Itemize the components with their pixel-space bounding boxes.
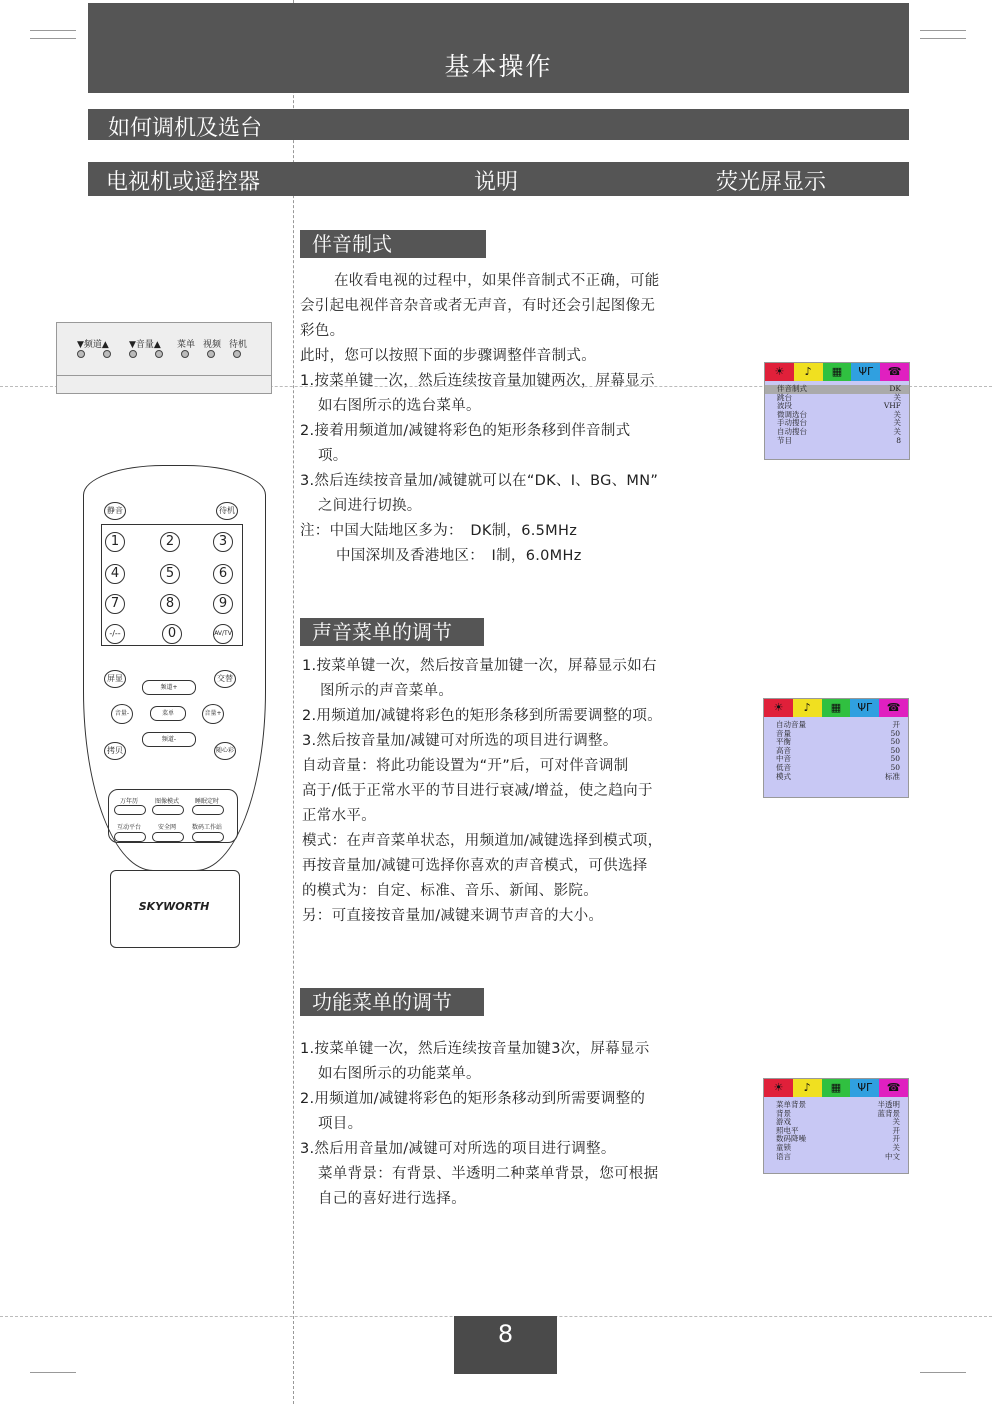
- text-line: 模式：在声音菜单状态，用频道加/减键选择到模式项，: [302, 833, 663, 849]
- func-label: 互动平台: [116, 824, 141, 831]
- display-button[interactable]: 屏显: [104, 670, 126, 688]
- osd-row: 手动搜台 关: [777, 418, 901, 428]
- func-label: 睡眠定时: [194, 798, 219, 805]
- alarm-icon: ☎: [879, 1079, 908, 1097]
- volume-up-button[interactable]: 音量+: [202, 704, 224, 724]
- section-title: 如何调机及选台: [108, 116, 263, 141]
- panel-button[interactable]: [207, 350, 215, 358]
- alarm-icon: ☎: [879, 699, 908, 717]
- security-button[interactable]: [152, 832, 184, 842]
- num-6-button[interactable]: 6: [213, 564, 233, 584]
- picture-icon: ☀: [764, 1079, 793, 1097]
- text-line: 1.按菜单键一次，然后连续按音量加键两次，屏幕显示: [300, 373, 655, 389]
- block1-heading: 伴音制式: [300, 230, 486, 258]
- picture-icon: ☀: [765, 363, 794, 381]
- osd-row: 背景 蓝背景: [776, 1108, 900, 1118]
- panel-label: 菜单: [177, 340, 196, 350]
- avtv-button[interactable]: AV/TV: [213, 624, 233, 644]
- osd-icon-bar: [764, 699, 908, 717]
- panel-label: 视频: [203, 340, 222, 350]
- sound-icon: ♪: [793, 699, 822, 717]
- osd-row: 模式 标准: [776, 771, 900, 781]
- osd-icon-bar: [765, 363, 909, 381]
- text-line: 菜单背景：有背景、半透明二种菜单背景，您可根据: [318, 1166, 659, 1182]
- text-line: 高于/低于正常水平的节目进行衰减/增益，使之趋向于: [302, 783, 653, 799]
- sound-icon: ♪: [794, 363, 823, 381]
- copy-button[interactable]: 拷贝: [104, 742, 126, 760]
- osd-row: 菜单背景 半透明: [776, 1100, 900, 1109]
- channel-icon: ▦: [822, 1079, 851, 1097]
- panel-label: ▼频道▲: [77, 340, 109, 350]
- num-1-button[interactable]: 1: [105, 532, 125, 552]
- page-title-bar: [88, 3, 909, 93]
- crop-mark: [920, 38, 966, 39]
- page-number: 8: [454, 1316, 557, 1374]
- calendar-button[interactable]: [114, 805, 146, 815]
- panel-button[interactable]: [181, 350, 189, 358]
- block2-text: [302, 654, 732, 929]
- tv-front-panel: [56, 322, 272, 394]
- alarm-icon: ☎: [880, 363, 909, 381]
- osd-row: 高音 50: [776, 745, 900, 755]
- channel-down-button[interactable]: 频道-: [142, 732, 196, 747]
- channel-icon: ▦: [823, 363, 852, 381]
- func-label: 图像模式: [154, 798, 179, 805]
- text-line: 之间进行切换。: [318, 498, 422, 514]
- text-line: 再按音量加/减键可选择你喜欢的声音模式，可供选择: [302, 858, 648, 874]
- text-line: 项目。: [318, 1116, 363, 1132]
- section-bar: [88, 109, 909, 140]
- panel-label: ▼音量▲: [129, 340, 161, 350]
- remote-control: [83, 465, 266, 913]
- num-9-button[interactable]: 9: [213, 594, 233, 614]
- text-line: 3.然后用音量加/减键可对所选的项目进行调整。: [300, 1141, 616, 1157]
- osd-channel-menu: [764, 362, 910, 460]
- func-label: 万年历: [119, 798, 138, 805]
- sound-icon: ♪: [793, 1079, 822, 1097]
- function-icon: ΨΓ: [850, 1079, 879, 1097]
- crop-mark: [920, 1372, 966, 1373]
- osd-icon-bar: [764, 1079, 908, 1097]
- text-line: 图所示的声音菜单。: [320, 683, 454, 699]
- panel-button[interactable]: [233, 350, 241, 358]
- text-line: 另：可直接按音量加/减键来调节声音的大小。: [302, 908, 604, 924]
- panel-button[interactable]: [77, 350, 85, 358]
- column-middle: 说明: [474, 170, 519, 195]
- page-title: 基本操作: [444, 52, 553, 81]
- block2-heading: 声音菜单的调节: [300, 618, 484, 646]
- num-7-button[interactable]: 7: [105, 594, 125, 614]
- brand-logo: SKYWORTH: [138, 900, 210, 913]
- num-3-button[interactable]: 3: [213, 532, 233, 552]
- block1-text: [300, 269, 724, 569]
- func-label: 安全网: [157, 824, 176, 831]
- text-line: 自己的喜好进行选择。: [318, 1191, 466, 1207]
- panel-button[interactable]: [129, 350, 137, 358]
- text-line: 正常水平。: [302, 808, 376, 824]
- osd-row: 低音 50: [776, 762, 900, 772]
- block3-text: [300, 1037, 724, 1212]
- osd-row: 平衡 50: [776, 737, 900, 747]
- column-header-bar: [88, 162, 909, 196]
- osd-row: 伴音制式 DK: [765, 385, 909, 394]
- osd-row: 语言 中文: [776, 1151, 900, 1161]
- text-line: 3.然后连续按音量加/减键就可以在“DK、I、BG、MN”: [300, 473, 659, 489]
- swap-button[interactable]: 交替: [214, 670, 236, 688]
- num-0-button[interactable]: 0: [162, 624, 182, 644]
- osd-row: 微调选台 关: [777, 409, 901, 419]
- color-button[interactable]: 随心彩: [214, 742, 236, 760]
- num-5-button[interactable]: 5: [160, 564, 180, 584]
- text-line: 的模式为：自定、标准、音乐、新闻、影院。: [302, 883, 598, 899]
- text-line: 如右图所示的功能菜单。: [318, 1066, 481, 1082]
- text-line: 注：中国大陆地区多为： DK制，6.5MHz: [300, 523, 578, 539]
- text-line: 1.按菜单键一次，然后按音量加键一次，屏幕显示如右: [302, 658, 657, 674]
- channel-icon: ▦: [822, 699, 851, 717]
- panel-label: 待机: [229, 340, 248, 350]
- osd-row: 中音 50: [776, 754, 900, 764]
- text-line: 彩色。: [300, 323, 345, 339]
- guide-line: [293, 0, 294, 1404]
- osd-row: 童锁 关: [776, 1142, 900, 1152]
- crop-mark: [920, 30, 966, 31]
- interactive-button[interactable]: [114, 832, 146, 842]
- function-icon: ΨΓ: [851, 363, 880, 381]
- standby-button[interactable]: 待机: [216, 502, 238, 520]
- osd-function-menu: [763, 1078, 909, 1174]
- digital-station-button[interactable]: [192, 832, 224, 842]
- dash-button[interactable]: -/--: [105, 624, 125, 644]
- text-line: 在收看电视的过程中，如果伴音制式不正确，可能: [334, 273, 660, 289]
- channel-up-button[interactable]: 频道+: [142, 680, 196, 695]
- osd-row: 波段 VHF: [777, 401, 901, 411]
- num-2-button[interactable]: 2: [160, 532, 180, 552]
- panel-button[interactable]: [103, 350, 111, 358]
- text-line: 2.用频道加/减键将彩色的矩形条移动到所需要调整的: [300, 1091, 646, 1107]
- num-8-button[interactable]: 8: [160, 594, 180, 614]
- block3-heading: 功能菜单的调节: [300, 988, 484, 1016]
- sleep-timer-button[interactable]: [192, 805, 224, 815]
- picture-mode-button[interactable]: [152, 805, 184, 815]
- text-line: 自动音量：将此功能设置为“开”后，可对伴音调制: [302, 758, 629, 774]
- osd-row: 节目 8: [777, 435, 901, 445]
- osd-row: 数码降噪 开: [776, 1134, 900, 1144]
- crop-mark: [30, 38, 76, 39]
- osd-row: 跳台 关: [777, 392, 901, 402]
- osd-row: 自动搜台 关: [777, 426, 901, 436]
- text-line: 2.用频道加/减键将彩色的矩形条移到所需要调整的项。: [302, 708, 663, 724]
- crop-mark: [30, 1372, 76, 1373]
- column-right: 荧光屏显示: [716, 170, 827, 195]
- text-line: 项。: [318, 448, 348, 464]
- text-line: 1.按菜单键一次，然后连续按音量加键3次，屏幕显示: [300, 1041, 650, 1057]
- menu-button[interactable]: 菜单: [150, 706, 186, 721]
- osd-sound-menu: [763, 698, 909, 798]
- osd-row: 照电平 开: [776, 1125, 900, 1135]
- panel-button[interactable]: [155, 350, 163, 358]
- num-4-button[interactable]: 4: [105, 564, 125, 584]
- text-line: 此时，您可以按照下面的步骤调整伴音制式。: [300, 348, 596, 364]
- osd-row: 游戏 关: [776, 1117, 900, 1127]
- mute-button[interactable]: 静音: [104, 502, 126, 520]
- text-line: 3.然后按音量加/减键可对所选的项目进行调整。: [302, 733, 618, 749]
- volume-down-button[interactable]: 音量-: [111, 704, 133, 724]
- crop-mark: [30, 30, 76, 31]
- text-line: 会引起电视伴音杂音或者无声音，有时还会引起图像无: [300, 298, 656, 314]
- function-icon: ΨΓ: [850, 699, 879, 717]
- osd-row: 音量 50: [776, 728, 900, 738]
- text-line: 中国深圳及香港地区： I制，6.0MHz: [336, 548, 582, 564]
- picture-icon: ☀: [764, 699, 793, 717]
- column-left: 电视机或遥控器: [106, 170, 261, 195]
- text-line: 如右图所示的选台菜单。: [318, 398, 481, 414]
- func-label: 数码工作站: [192, 824, 223, 831]
- text-line: 2.接着用频道加/减键将彩色的矩形条移到伴音制式: [300, 423, 631, 439]
- osd-row: 自动音量 开: [776, 720, 900, 729]
